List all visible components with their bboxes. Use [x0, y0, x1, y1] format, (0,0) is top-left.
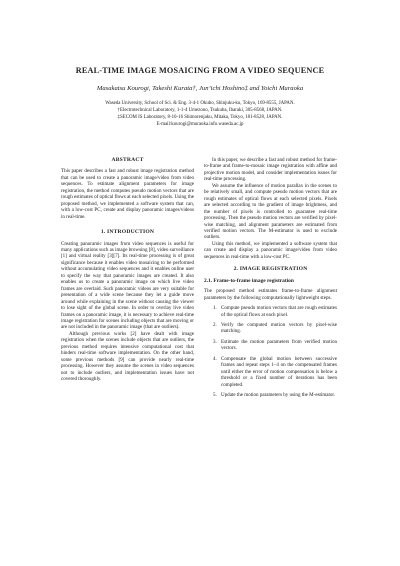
- affiliation-secom: ‡SECOM IS Laboratory, 8-10-16 Shimorenjaku, Mitaka, Tokyo, 181-8528, JAPAN.: [117, 115, 283, 120]
- abstract-heading: ABSTRACT: [111, 157, 144, 163]
- left-column: [61, 157, 194, 383]
- subsection-2-1-text: The proposed method estimates frame-to-frame alignment parameters by the following computationally lightweight steps.: [204, 288, 337, 301]
- subsection-2-1-heading: 2.1. Frame-to-frame image registration: [204, 277, 294, 284]
- right-paragraph-1: In this paper, we describe a fast and robust method for frame-to-frame and frame-to-mosaic image registration with affine and projective motion model, and consider implementation issues for real-time processing.: [204, 157, 337, 183]
- step-item: 1. Compute pseudo motion vectors that are rough estimates of the optical flows at each pixel.: [218, 305, 337, 318]
- author-list: Masakatsu Kourogi, Takeshi Kurata†, Jun’ichi Hoshino‡ and Yoichi Muraoka: [96, 85, 304, 92]
- affiliation-etl: †Electrotechnical Laboratory, 1-1-4 Umezono, Tsukuba, Ibaraki, 305-8568, JAPAN.: [117, 108, 283, 113]
- paper-title: REAL-TIME IMAGE MOSAICING FROM A VIDEO SEQUENCE: [75, 66, 325, 75]
- step-item: 2. Verify the computed motion vectors by pixel-wise matching.: [218, 322, 337, 335]
- abstract-text: This paper describes a fast and robust image registration method that can be used to create a panoramic image/video from video sequences. To estimate alignment parameters for image registration, the method computes pseudo motion vectors that are rough estimates of optical flows at each selected pixels. Using the proposed method, we implemented a software system that can, with a low-cost PC, create and display panoramic images/videos in real-time.: [61, 168, 195, 220]
- intro-paragraph-2: Although previous works [2] have dealt with image registration when the scenes include objects that are outliers, the previous method requires intensive computational cost that hinders real-time software implementation. On the other hand, some previous methods [9] can provide nearly real-time processing. However they assume the scenes in video sequences not to include outliers, and implementation issues have not covered thoroughly.: [61, 330, 194, 383]
- intro-heading: 1. INTRODUCTION: [100, 229, 155, 236]
- step-item: 4. Compensate the global motion between successive frames and repeat steps 1–4 on the compensated frames until either the error of motion compensation is below a threshold or a fixed number of iterations has been completed.: [218, 356, 337, 388]
- step-item: 5. Update the motion parameters by using the M-estimator.: [218, 392, 337, 398]
- registration-steps: [204, 305, 337, 398]
- author-email: E-mail:kourogi@muraoka.info.waseda.ac.jp: [156, 122, 244, 127]
- affiliation-waseda: Waseda University, School of Sci. & Eng. 3-4-1 Okubo, Shinjuku-ku, Tokyo, 169-8555, JAPAN.: [105, 101, 295, 106]
- right-column: [204, 157, 337, 399]
- right-paragraph-3: Using this method, we implemented a software system that can create and display a panoramic image/video from video sequences in real-time with a low-cost PC.: [204, 240, 337, 260]
- section-2-heading: 2. IMAGE REGISTRATION: [233, 266, 308, 273]
- step-item: 3. Estimate the motion parameters from verified motion vectors.: [218, 339, 337, 352]
- intro-paragraph-1: Creating panoramic images from video sequences is useful for many applications such as image browsing [8], video surveillance [1] and virtual reality [3][7]. Its real-time processing is of great significance because it enables video mosaicing to be performed without accumulating video sequences and it enables online user to specify the way that panoramic images are created. It also enables us to create a panoramic image on which live video frames are overlaid. Such panoramic videos are very suitable for presentation of a wide scene because they let a guide move around while explaining in the scene without causing the viewer to lose sight of the global scene. In order to overlay live video frames on a panoramic image, it is necessary to achieve real-time image registration for scenes including objects that are moving or are not included in the panoramic image (that are outliers).: [61, 240, 195, 331]
- right-paragraph-2: We assume the influence of motion parallax in the scenes to be relatively small, and compute pseudo motion vectors that are rough estimates of optical flows at each selected pixels. Pixels are selected according to the gradient of image brightness, and the number of pixels is controlled to guarantee real-time processing. Then the pseudo motion vectors are verified by pixel-wise matching, and alignment parameters are estimated from verified motion vectors. The M-estimator is used to exclude outliers.: [204, 182, 337, 241]
